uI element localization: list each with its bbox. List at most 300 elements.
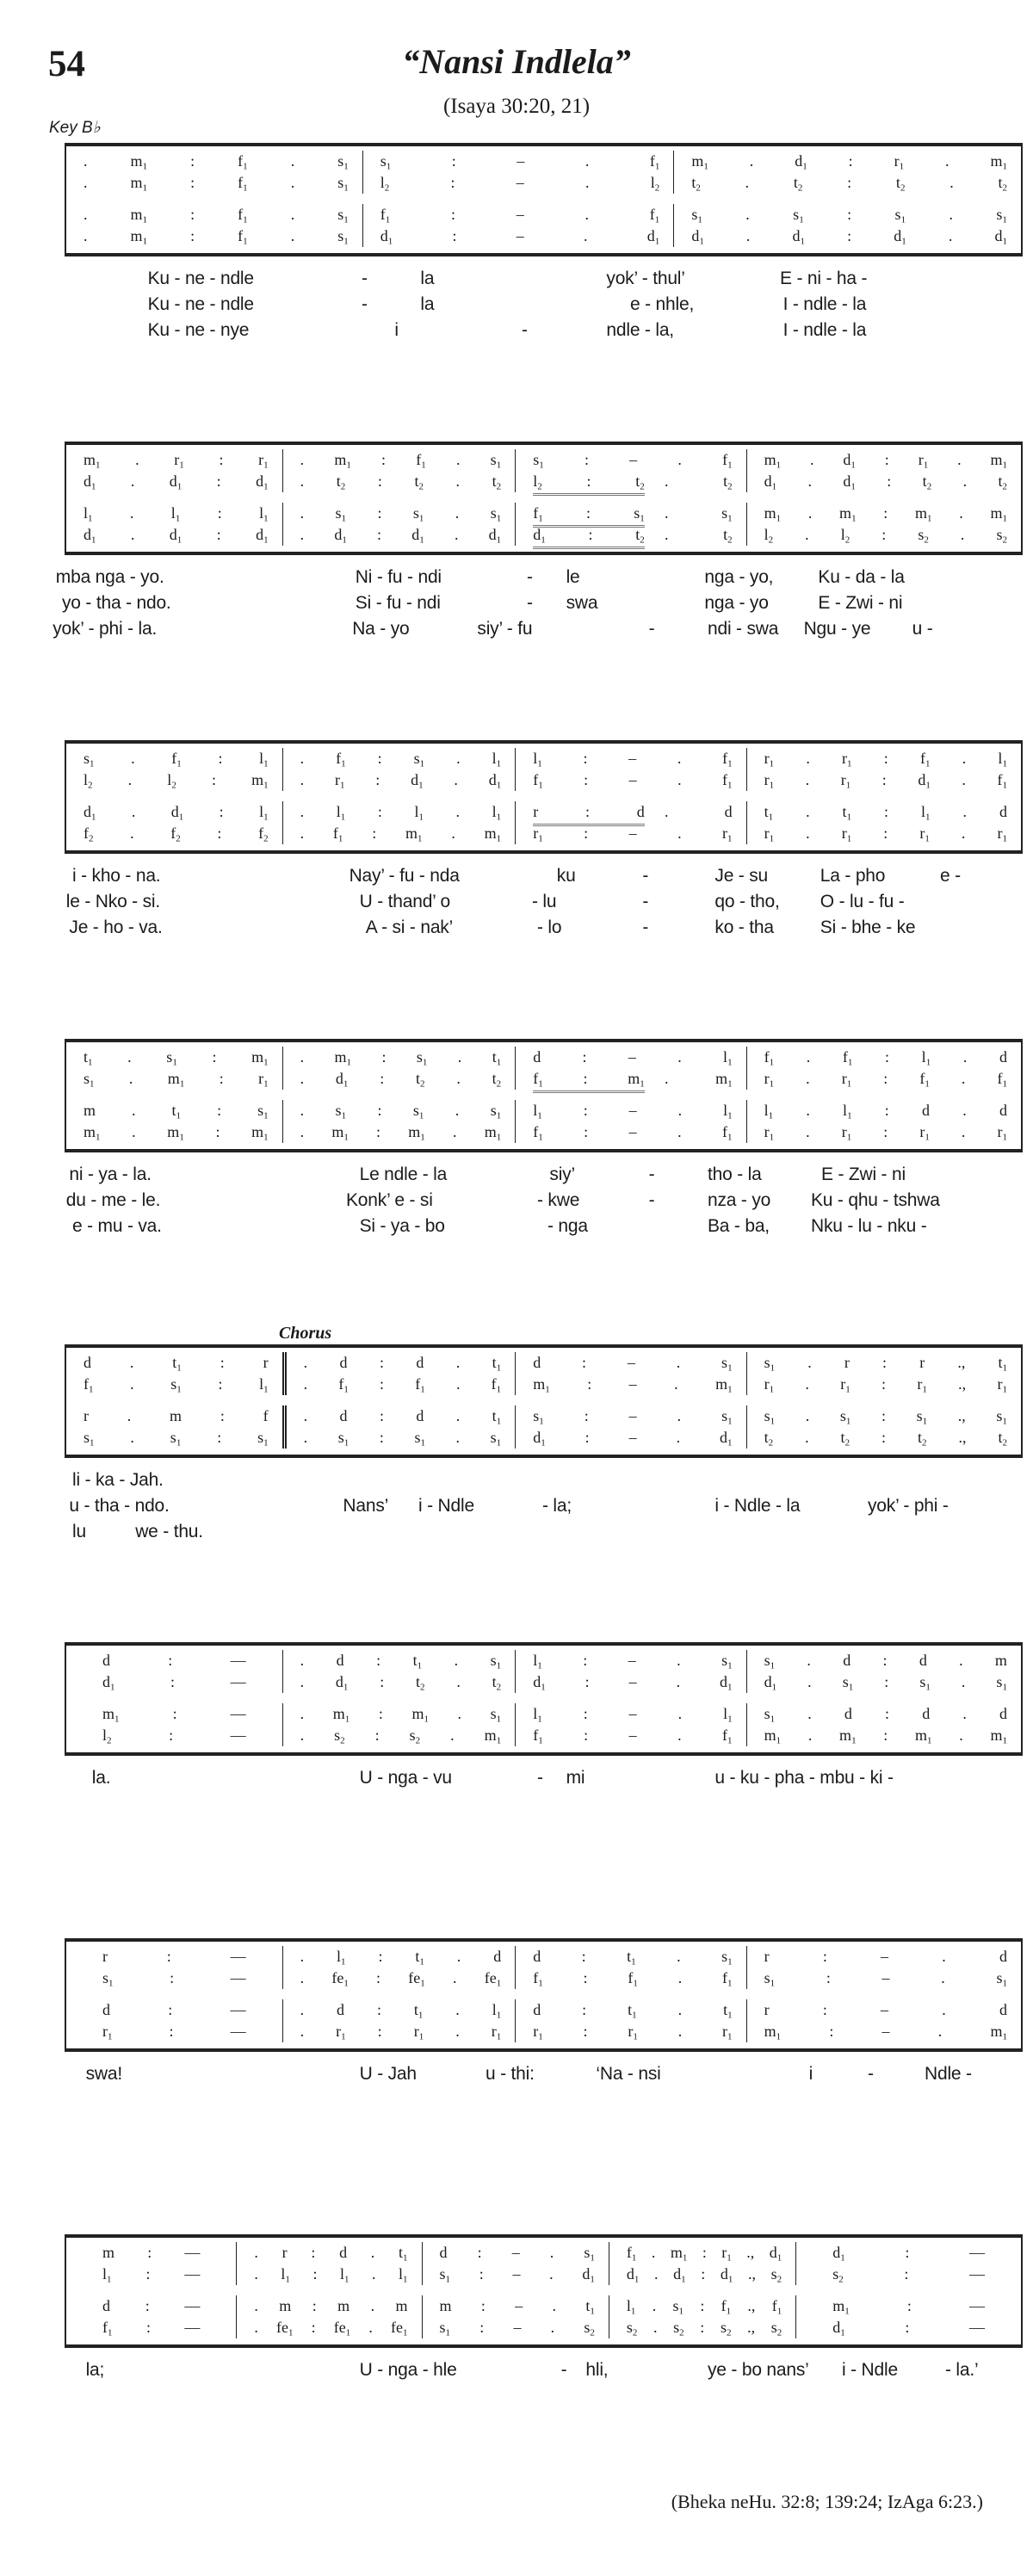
lyrics-block (0, 2064, 1033, 2090)
note-token: . (677, 825, 682, 842)
voice-row-2 (66, 1968, 1021, 1989)
note-token: $t_1$ (723, 2001, 733, 2021)
note-token: $s_2$ (584, 2319, 595, 2338)
note-token: – (512, 2265, 521, 2283)
lyric-line (0, 1190, 1033, 1216)
note-token: : (376, 1123, 381, 1140)
measure-cell (362, 225, 674, 247)
note-token: : (377, 2023, 382, 2040)
note-token: – (629, 451, 638, 468)
note-token: $s_1$ (764, 1354, 776, 1374)
chorus-label: Chorus (279, 1324, 332, 1343)
note-token: $t_1$ (492, 1407, 502, 1427)
note-token: – (628, 1102, 637, 1119)
note-token: : (582, 1354, 587, 1371)
note-token: d (999, 803, 1007, 820)
note-token: . (677, 1652, 681, 1669)
note-token: $f_1$ (171, 750, 182, 769)
note-token: $m_1$ (332, 1705, 350, 1725)
note-token: : (584, 825, 589, 842)
lyric-segment: ndle - la, (606, 320, 674, 340)
score-grid (65, 1344, 1023, 1458)
measure-cell (609, 2242, 795, 2264)
note-token: $f_2$ (84, 825, 94, 844)
note-token: $m_1$ (764, 451, 782, 471)
note-token: $t_1$ (84, 1048, 93, 1068)
note-token: . (677, 2023, 683, 2040)
lyric-line (0, 892, 1033, 917)
note-token: . (806, 1123, 810, 1140)
note-token: . (962, 1048, 968, 1066)
voice-row-2 (66, 2264, 1021, 2285)
voice-row-2 (66, 1671, 1021, 1693)
lyric-line (0, 1522, 1033, 1547)
note-token: d (999, 1705, 1007, 1722)
note-token: $l_2$ (167, 771, 176, 791)
note-token: : (847, 174, 852, 191)
note-token: : (829, 2023, 834, 2040)
note-token: $f_1$ (238, 174, 248, 194)
note-token: $d_1$ (691, 227, 704, 247)
note-token: . (303, 1429, 308, 1446)
lyric-line (0, 1164, 1033, 1190)
note-token: $r_1$ (334, 771, 345, 791)
note-token: . (806, 1048, 811, 1066)
lyric-line (0, 294, 1033, 320)
measure-cell (746, 1427, 1021, 1449)
note-token: d (339, 1407, 348, 1424)
note-token: $fe_1$ (484, 1969, 502, 1989)
note-token: – (881, 2001, 889, 2018)
lyric-segment: u - ku - pha - mbu - ki - (714, 1768, 894, 1788)
note-token: : (583, 1705, 588, 1722)
note-token: $s_2$ (770, 2319, 782, 2338)
note-token: . (805, 771, 810, 788)
note-token: $r_1$ (258, 451, 269, 471)
lyric-line (0, 320, 1033, 346)
note-token: – (628, 1048, 636, 1066)
note-token: $r_1$ (722, 825, 733, 844)
note-token: . (303, 1407, 308, 1424)
page-header (0, 0, 1033, 143)
note-token: . (677, 1407, 682, 1424)
voice-row-1 (66, 1946, 1021, 1968)
note-token: r (533, 803, 539, 820)
note-token: : (190, 227, 195, 244)
note-token: $r_1$ (722, 2023, 733, 2042)
note-token: . (300, 473, 305, 490)
note-token: – (516, 152, 525, 170)
note-token: $r_1$ (842, 750, 852, 769)
measure-cell (515, 1427, 745, 1449)
voice-row-2 (66, 471, 1021, 492)
lyric-segment: le (566, 567, 580, 587)
measure-cell (66, 801, 282, 823)
lyric-segment: u - thi: (486, 2064, 535, 2084)
note-token: : (582, 1048, 587, 1066)
note-token: $d_1$ (335, 1673, 349, 1693)
note-token: $d_1$ (792, 227, 806, 247)
note-token: $s_1$ (721, 504, 733, 524)
note-token: $f_1$ (238, 152, 248, 172)
note-token: $t_1$ (413, 2001, 424, 2021)
note-token: . (132, 1123, 136, 1140)
measure-cell (66, 2295, 236, 2317)
measure-cell (236, 2264, 421, 2285)
note-token: : (170, 1673, 176, 1690)
note-token: $s_1$ (412, 1102, 424, 1121)
note-token: $f_1$ (628, 1969, 638, 1989)
note-token: $r_1$ (764, 1070, 775, 1090)
note-token: ., (746, 2244, 755, 2261)
lyric-segment: - (642, 866, 649, 886)
note-token: . (455, 451, 461, 468)
measure-cell (515, 823, 745, 844)
lyric-segment: Ba - ba, (708, 1216, 770, 1236)
note-token: $fe_1$ (331, 1969, 349, 1989)
note-token: $s_1$ (337, 1429, 349, 1449)
note-token: $fe_1$ (408, 1969, 425, 1989)
note-token: $r_1$ (997, 1123, 1007, 1143)
note-token: . (131, 750, 135, 767)
note-token: $t_1$ (171, 1102, 182, 1121)
note-token: $d_1$ (533, 526, 546, 546)
lyrics-block (0, 269, 1033, 346)
note-token: $s_1$ (380, 152, 392, 172)
note-token: d (493, 1948, 502, 1965)
note-token: $s_1$ (439, 2265, 451, 2285)
score-grid (65, 1642, 1023, 1756)
note-token: . (805, 1375, 809, 1393)
measure-cell (66, 1374, 282, 1395)
note-token: $m_1$ (715, 1375, 733, 1395)
note-token: . (549, 2244, 554, 2261)
note-token: . (745, 227, 751, 244)
note-token: $d_1$ (256, 526, 269, 546)
note-token: $l_1$ (998, 750, 1007, 769)
note-token: $t_1$ (627, 1948, 636, 1968)
note-token: $m_1$ (670, 2244, 688, 2264)
key-signature: Key B♭ (49, 119, 101, 137)
lyric-line (0, 269, 1033, 294)
lyric-segment: nga - yo (704, 593, 769, 613)
note-token: . (962, 473, 968, 490)
note-token: $s_1$ (335, 1102, 347, 1121)
note-token: $l_1$ (921, 803, 931, 823)
note-token: . (945, 152, 949, 170)
note-token: $f_1$ (415, 1375, 425, 1395)
measure-cell (282, 1068, 516, 1090)
lyric-segment: - kwe (537, 1190, 580, 1210)
note-token: : (585, 803, 590, 820)
measure-cell (66, 1121, 282, 1143)
measure-cell (66, 748, 282, 769)
measure-cell (66, 769, 282, 791)
note-token: . (805, 1429, 809, 1446)
note-token: : (881, 1375, 887, 1393)
note-token: : (583, 1652, 588, 1669)
note-token: $s_1$ (337, 206, 349, 225)
note-token: . (300, 1652, 305, 1669)
score-grid (65, 2234, 1023, 2348)
note-token: . (962, 803, 967, 820)
note-token: m (439, 2297, 452, 2314)
note-token: . (84, 174, 88, 191)
note-token: . (807, 1354, 812, 1371)
note-token: $d_1$ (380, 227, 393, 247)
note-token: $f_1$ (919, 750, 931, 769)
note-token: . (300, 1948, 305, 1965)
note-token: $r_1$ (919, 825, 930, 844)
measure-cell (282, 1047, 516, 1068)
note-token: $m_1$ (832, 2297, 850, 2317)
measure-cell (66, 2264, 236, 2285)
measure-cell (515, 1405, 745, 1427)
note-token: : (217, 1102, 222, 1119)
note-token: : (380, 1673, 385, 1690)
note-token: — (968, 2319, 985, 2336)
note-token: d (636, 803, 645, 820)
measure-cell (746, 1374, 1021, 1395)
note-token: — (230, 1948, 246, 1965)
note-token: $d_1$ (488, 771, 502, 791)
note-token: $r_1$ (413, 2023, 424, 2042)
note-token: $l_1$ (764, 1102, 774, 1121)
note-token: – (513, 2319, 522, 2336)
note-token: : (905, 2319, 910, 2336)
note-token: $f_2$ (170, 825, 181, 844)
note-token: : (584, 771, 589, 788)
lyric-segment: i - Ndle (418, 1496, 474, 1516)
note-token: . (552, 2297, 557, 2314)
note-token: $l_2$ (840, 526, 851, 546)
note-token: — (230, 1673, 246, 1690)
note-token: $s_1$ (764, 1652, 776, 1671)
measure-cell (746, 471, 1021, 492)
note-token: $s_1$ (490, 451, 502, 471)
lyric-segment: Ku - da - la (818, 567, 905, 587)
lyric-segment: - (527, 567, 533, 587)
measure-cell (515, 748, 745, 769)
note-token: $m_1$ (331, 1123, 349, 1143)
note-token: $f_1$ (336, 750, 346, 769)
voice-row-2 (66, 769, 1021, 791)
note-token: d (533, 1048, 541, 1066)
lyric-segment: La - pho (820, 866, 886, 886)
note-token: : (883, 1123, 888, 1140)
note-token: . (455, 1375, 461, 1393)
note-token: $t_1$ (998, 1354, 1007, 1374)
note-token: . (452, 1123, 457, 1140)
note-token: m (170, 1407, 182, 1424)
note-token: : (170, 1969, 175, 1986)
note-token: $s_1$ (919, 1673, 931, 1693)
measure-cell (282, 471, 516, 492)
note-token: $l_1$ (399, 2265, 408, 2285)
note-token: . (254, 2244, 258, 2261)
lyric-segment: Si - ya - bo (359, 1216, 445, 1236)
note-token: . (132, 1102, 136, 1119)
note-token: . (749, 152, 754, 170)
note-token: $s_1$ (764, 1969, 776, 1989)
note-token: $m_1$ (251, 771, 269, 791)
note-token: $s_1$ (764, 1407, 776, 1427)
measure-cell (746, 1100, 1021, 1121)
note-token: $f_1$ (533, 1727, 543, 1746)
note-token: $f_1$ (533, 771, 543, 791)
note-token: . (300, 1102, 305, 1119)
lyric-line (0, 917, 1033, 943)
measure-cell (746, 1703, 1021, 1725)
voice-row-4 (66, 2317, 1021, 2338)
note-token: $l_1$ (414, 803, 424, 823)
note-token: – (881, 1969, 890, 1986)
note-token: . (450, 1727, 455, 1744)
note-token: . (654, 2265, 659, 2283)
note-token: $m_1$ (102, 1705, 120, 1725)
note-token: $t_1$ (399, 2244, 408, 2264)
note-token: . (84, 227, 88, 244)
note-token: . (664, 1070, 669, 1087)
voice-row-1 (66, 1352, 1021, 1374)
measure-cell (673, 225, 1021, 247)
voice-row-1 (66, 748, 1021, 769)
note-token: – (516, 174, 524, 191)
note-token: $s_1$ (584, 2244, 595, 2264)
note-token: . (455, 2001, 460, 2018)
lyric-segment: e - mu - va. (72, 1216, 162, 1236)
note-token: $r_1$ (533, 2023, 543, 2042)
note-token: $m_1$ (715, 1070, 733, 1090)
note-token: d (439, 2244, 448, 2261)
note-token: r (764, 2001, 770, 2018)
lyric-segment: siy’ (549, 1164, 575, 1184)
note-token: . (937, 2023, 943, 2040)
note-token: : (381, 1048, 387, 1066)
measure-cell (515, 524, 745, 546)
note-token: : (584, 1123, 589, 1140)
note-token: — (184, 2297, 201, 2314)
note-token: $d_1$ (646, 227, 660, 247)
note-token: : (374, 1727, 380, 1744)
measure-cell (66, 1100, 282, 1121)
hymn-sheet (0, 143, 1033, 2386)
lyric-segment: - (527, 593, 533, 613)
note-token: $d_1$ (256, 473, 269, 492)
note-token: : (219, 803, 224, 820)
note-token: d (339, 2244, 348, 2261)
note-token: $f_1$ (919, 1070, 930, 1090)
measure-cell (515, 1100, 745, 1121)
lyric-segment: du - me - le. (65, 1190, 161, 1210)
voice-row-4 (66, 1427, 1021, 1449)
note-token: : (479, 2265, 484, 2283)
note-token: d (533, 1948, 541, 1965)
note-token: : (885, 1048, 890, 1066)
measure-rest-tokens (665, 471, 733, 492)
note-token: . (300, 2001, 305, 2018)
voice-row-1 (66, 151, 1021, 172)
note-token: . (457, 1705, 462, 1722)
lyric-segment: U - nga - hle (359, 2360, 457, 2380)
note-token: : (479, 2319, 485, 2336)
note-token: $t_1$ (585, 2297, 595, 2317)
note-token: $r_1$ (764, 1123, 775, 1143)
lyrics-block (0, 1164, 1033, 1242)
lyric-segment: Ku - qhu - tshwa (811, 1190, 940, 1210)
measure-cell (515, 1047, 745, 1068)
slur-underline (533, 1068, 645, 1093)
note-token: $l_2$ (102, 1727, 112, 1746)
note-token: $s_2$ (334, 1727, 345, 1746)
measure-cell (515, 1352, 745, 1374)
note-token: d (84, 1354, 91, 1371)
note-token: . (677, 1705, 683, 1722)
note-token: : (588, 526, 593, 543)
note-token: – (628, 1652, 636, 1669)
note-token: – (628, 750, 637, 767)
measure-cell (236, 2295, 421, 2317)
measure-cell (515, 1946, 745, 1968)
note-token: . (300, 1070, 305, 1087)
note-token: $l_1$ (533, 1102, 542, 1121)
note-token: . (455, 1407, 461, 1424)
note-token: : (220, 1407, 225, 1424)
note-token: . (290, 152, 295, 170)
lyric-segment: i (808, 2064, 813, 2084)
note-token: $r_1$ (997, 1375, 1007, 1395)
note-token: – (628, 1705, 637, 1722)
measure-cell (282, 449, 516, 471)
note-token: : (190, 152, 195, 170)
measure-cell (66, 1352, 282, 1374)
lyric-segment: ku (556, 866, 576, 886)
measure-cell (66, 1968, 282, 1989)
note-token: $f_1$ (533, 1070, 543, 1090)
score-grid (65, 442, 1023, 555)
measure-cell (362, 151, 674, 172)
measure-cell (746, 1650, 1021, 1671)
note-token: $t_2$ (691, 174, 701, 194)
lyric-segment: i - kho - na. (72, 866, 161, 886)
note-token: : (477, 2244, 482, 2261)
lyric-segment: I - ndle - la (782, 320, 867, 340)
note-token: . (942, 1948, 946, 1965)
lyric-segment: ko - tha (714, 917, 774, 937)
measure-cell (515, 449, 745, 471)
lyric-segment: - (642, 917, 649, 937)
measure-cell (746, 801, 1021, 823)
note-token: : (884, 803, 889, 820)
note-token: $fe_1$ (391, 2319, 408, 2338)
note-token: $r_1$ (491, 2023, 502, 2042)
measure-cell (673, 151, 1021, 172)
page-title: “Nansi Indlela” (402, 42, 631, 81)
measure-cell (746, 769, 1021, 791)
note-token: $m_1$ (990, 152, 1007, 172)
note-token: d (416, 1407, 424, 1424)
note-token: $s_1$ (721, 1948, 733, 1968)
note-token: . (806, 1070, 810, 1087)
note-token: : (882, 1354, 888, 1371)
note-token: $f_1$ (491, 1375, 502, 1395)
note-token: : (822, 2001, 827, 2018)
note-token: . (959, 1652, 963, 1669)
note-token: – (628, 1673, 637, 1690)
note-token: . (130, 1429, 134, 1446)
voice-row-3 (66, 1703, 1021, 1725)
note-token: : (702, 2244, 707, 2261)
